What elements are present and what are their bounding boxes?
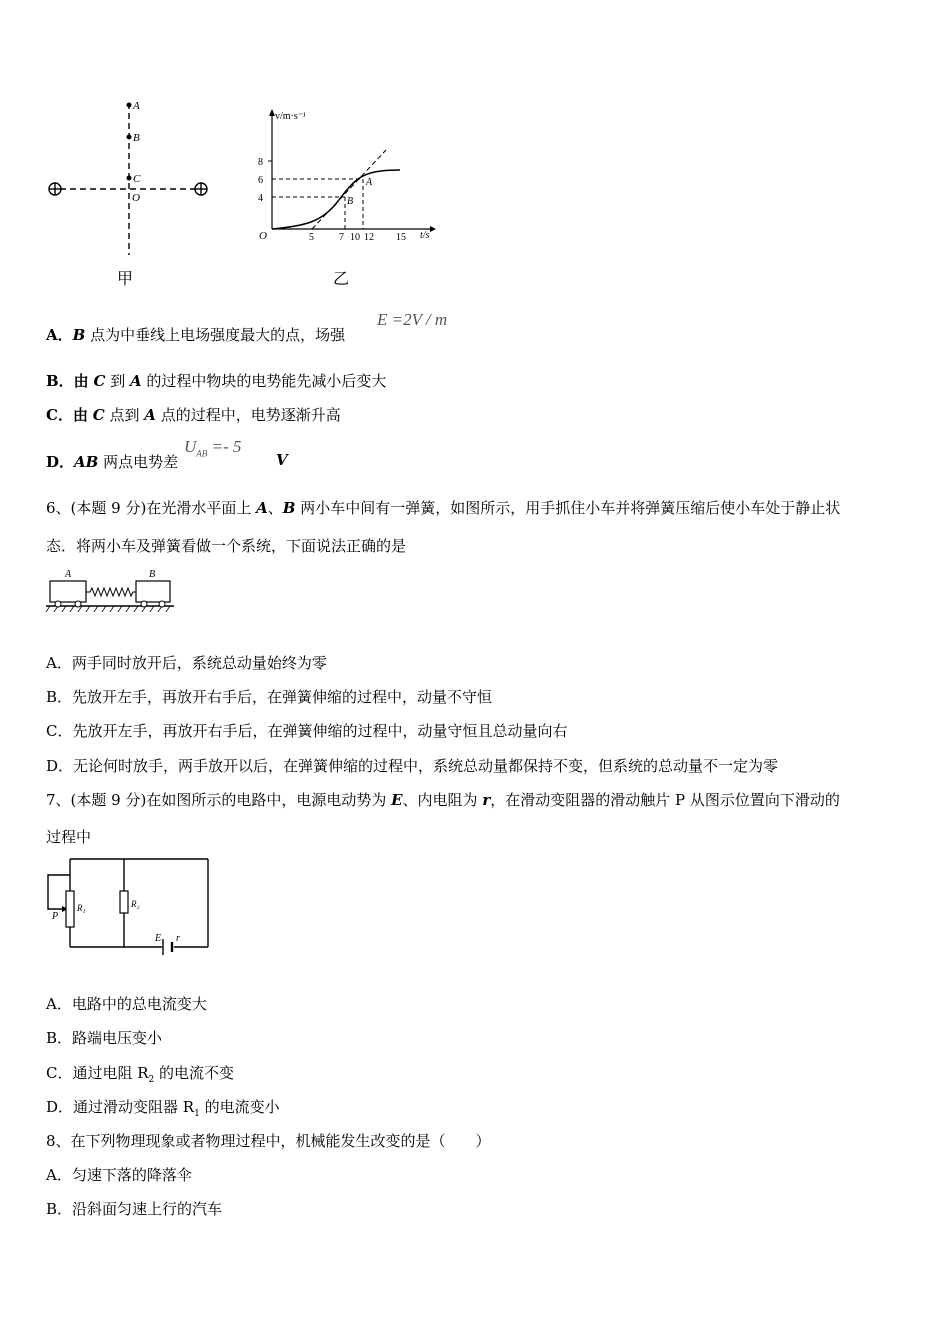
q8-option-b: B．沿斜面匀速上行的汽车 [46, 1200, 223, 1218]
internal-r-label: r [176, 933, 180, 944]
y-axis-label: v/m·s⁻¹ [275, 111, 307, 122]
q7-option-a: A．电路中的总电流变大 [46, 995, 207, 1013]
q5-formula-voltage: $U_{AB} =- 5$ [184, 437, 242, 459]
slider-p-label: P [52, 911, 59, 922]
point-b-label: B [133, 132, 140, 144]
q5-unit: V [276, 451, 288, 469]
origin-label: O [259, 230, 267, 242]
x-tick-5: 5 [309, 232, 314, 243]
q6-option-a: A．两手同时放开后，系统总动量始终为零 [46, 654, 327, 672]
figure-yi-caption: 乙 [333, 269, 350, 288]
figure-jia [40, 95, 215, 260]
q6-option-d: D．无论何时放手，两手放开以后，在弹簧伸缩的过程中，系统总动量都保持不变，但系统的总动量不一定为零 [46, 757, 779, 775]
x-tick-10: 10 [350, 232, 360, 243]
r1-label: R₁ [77, 903, 86, 913]
q5-formula-field: E =2V / m [377, 310, 448, 329]
x-tick-15: 15 [396, 232, 406, 243]
graph-point-b-label: B [347, 196, 354, 207]
q7-option-b: B．路端电压变小 [46, 1029, 163, 1047]
figure-yi-graph [250, 100, 440, 250]
cart-a-label: A [65, 569, 72, 580]
emf-label: E [155, 933, 162, 944]
battery-icon [163, 939, 172, 955]
q8-stem: 8、在下列物理现象或者物理过程中，机械能发生改变的是（ ） [46, 1132, 491, 1150]
q7-stem-line1: 7、(本题 9 分)在如图所示的电路中，电源电动势为 E、内电阻为 r，在滑动变阻器的滑动触片 P 从图示位置向下滑动的 [46, 791, 840, 809]
r2-label: R₂ [131, 899, 140, 909]
y-tick-8: 8 [258, 157, 263, 168]
cart-b-label: B [149, 569, 156, 580]
y-tick-4: 4 [258, 193, 263, 204]
figure-circuit [40, 855, 215, 955]
q6-option-c: C．先放开左手，再放开右手后，在弹簧伸缩的过程中，动量守恒且总动量向右 [46, 722, 568, 740]
spring-icon [86, 588, 136, 596]
point-a-label: A [133, 100, 140, 112]
q5-option-d: D．AB 两点电势差 [46, 453, 179, 471]
q8-option-a: A．匀速下落的降落伞 [46, 1166, 192, 1184]
x-tick-7: 7 [339, 232, 344, 243]
point-o-label: O [132, 192, 140, 204]
q5-option-b: B．由 C 到 A 的过程中物块的电势能先减小后变大 [46, 372, 387, 390]
q7-option-c: C．通过电阻 $R_2$ 的电流不变 [46, 1064, 235, 1085]
x-tick-12: 12 [364, 232, 374, 243]
positive-charge-right-icon [195, 183, 207, 195]
y-tick-6: 6 [258, 175, 263, 186]
q7-option-d: D．通过滑动变阻器 $R_1$ 的电流变小 [46, 1098, 280, 1119]
q6-stem-line2: 态．将两小车及弹簧看做一个系统，下面说法正确的是 [46, 537, 407, 555]
figure-jia-caption: 甲 [117, 269, 134, 288]
q5-option-c: C．由 C 点到 A 点的过程中，电势逐渐升高 [46, 406, 341, 424]
x-axis-label: t/s [420, 230, 430, 241]
q6-stem-line1: 6、(本题 9 分)在光滑水平面上 A、B 两小车中间有一弹簧，如图所示，用手抓住小车并将弹簧压缩后使小车处于静止状 [46, 499, 841, 517]
q6-option-b: B．先放开左手，再放开右手后，在弹簧伸缩的过程中，动量不守恒 [46, 688, 493, 706]
q5-option-a: A．B 点为中垂线上电场强度最大的点，场强 [46, 326, 346, 344]
graph-point-a-label: A [366, 177, 373, 188]
positive-charge-left-icon [49, 183, 61, 195]
point-c-label: C [133, 173, 141, 185]
q7-stem-line2: 过程中 [46, 828, 92, 846]
figure-carts-spring [44, 566, 179, 616]
